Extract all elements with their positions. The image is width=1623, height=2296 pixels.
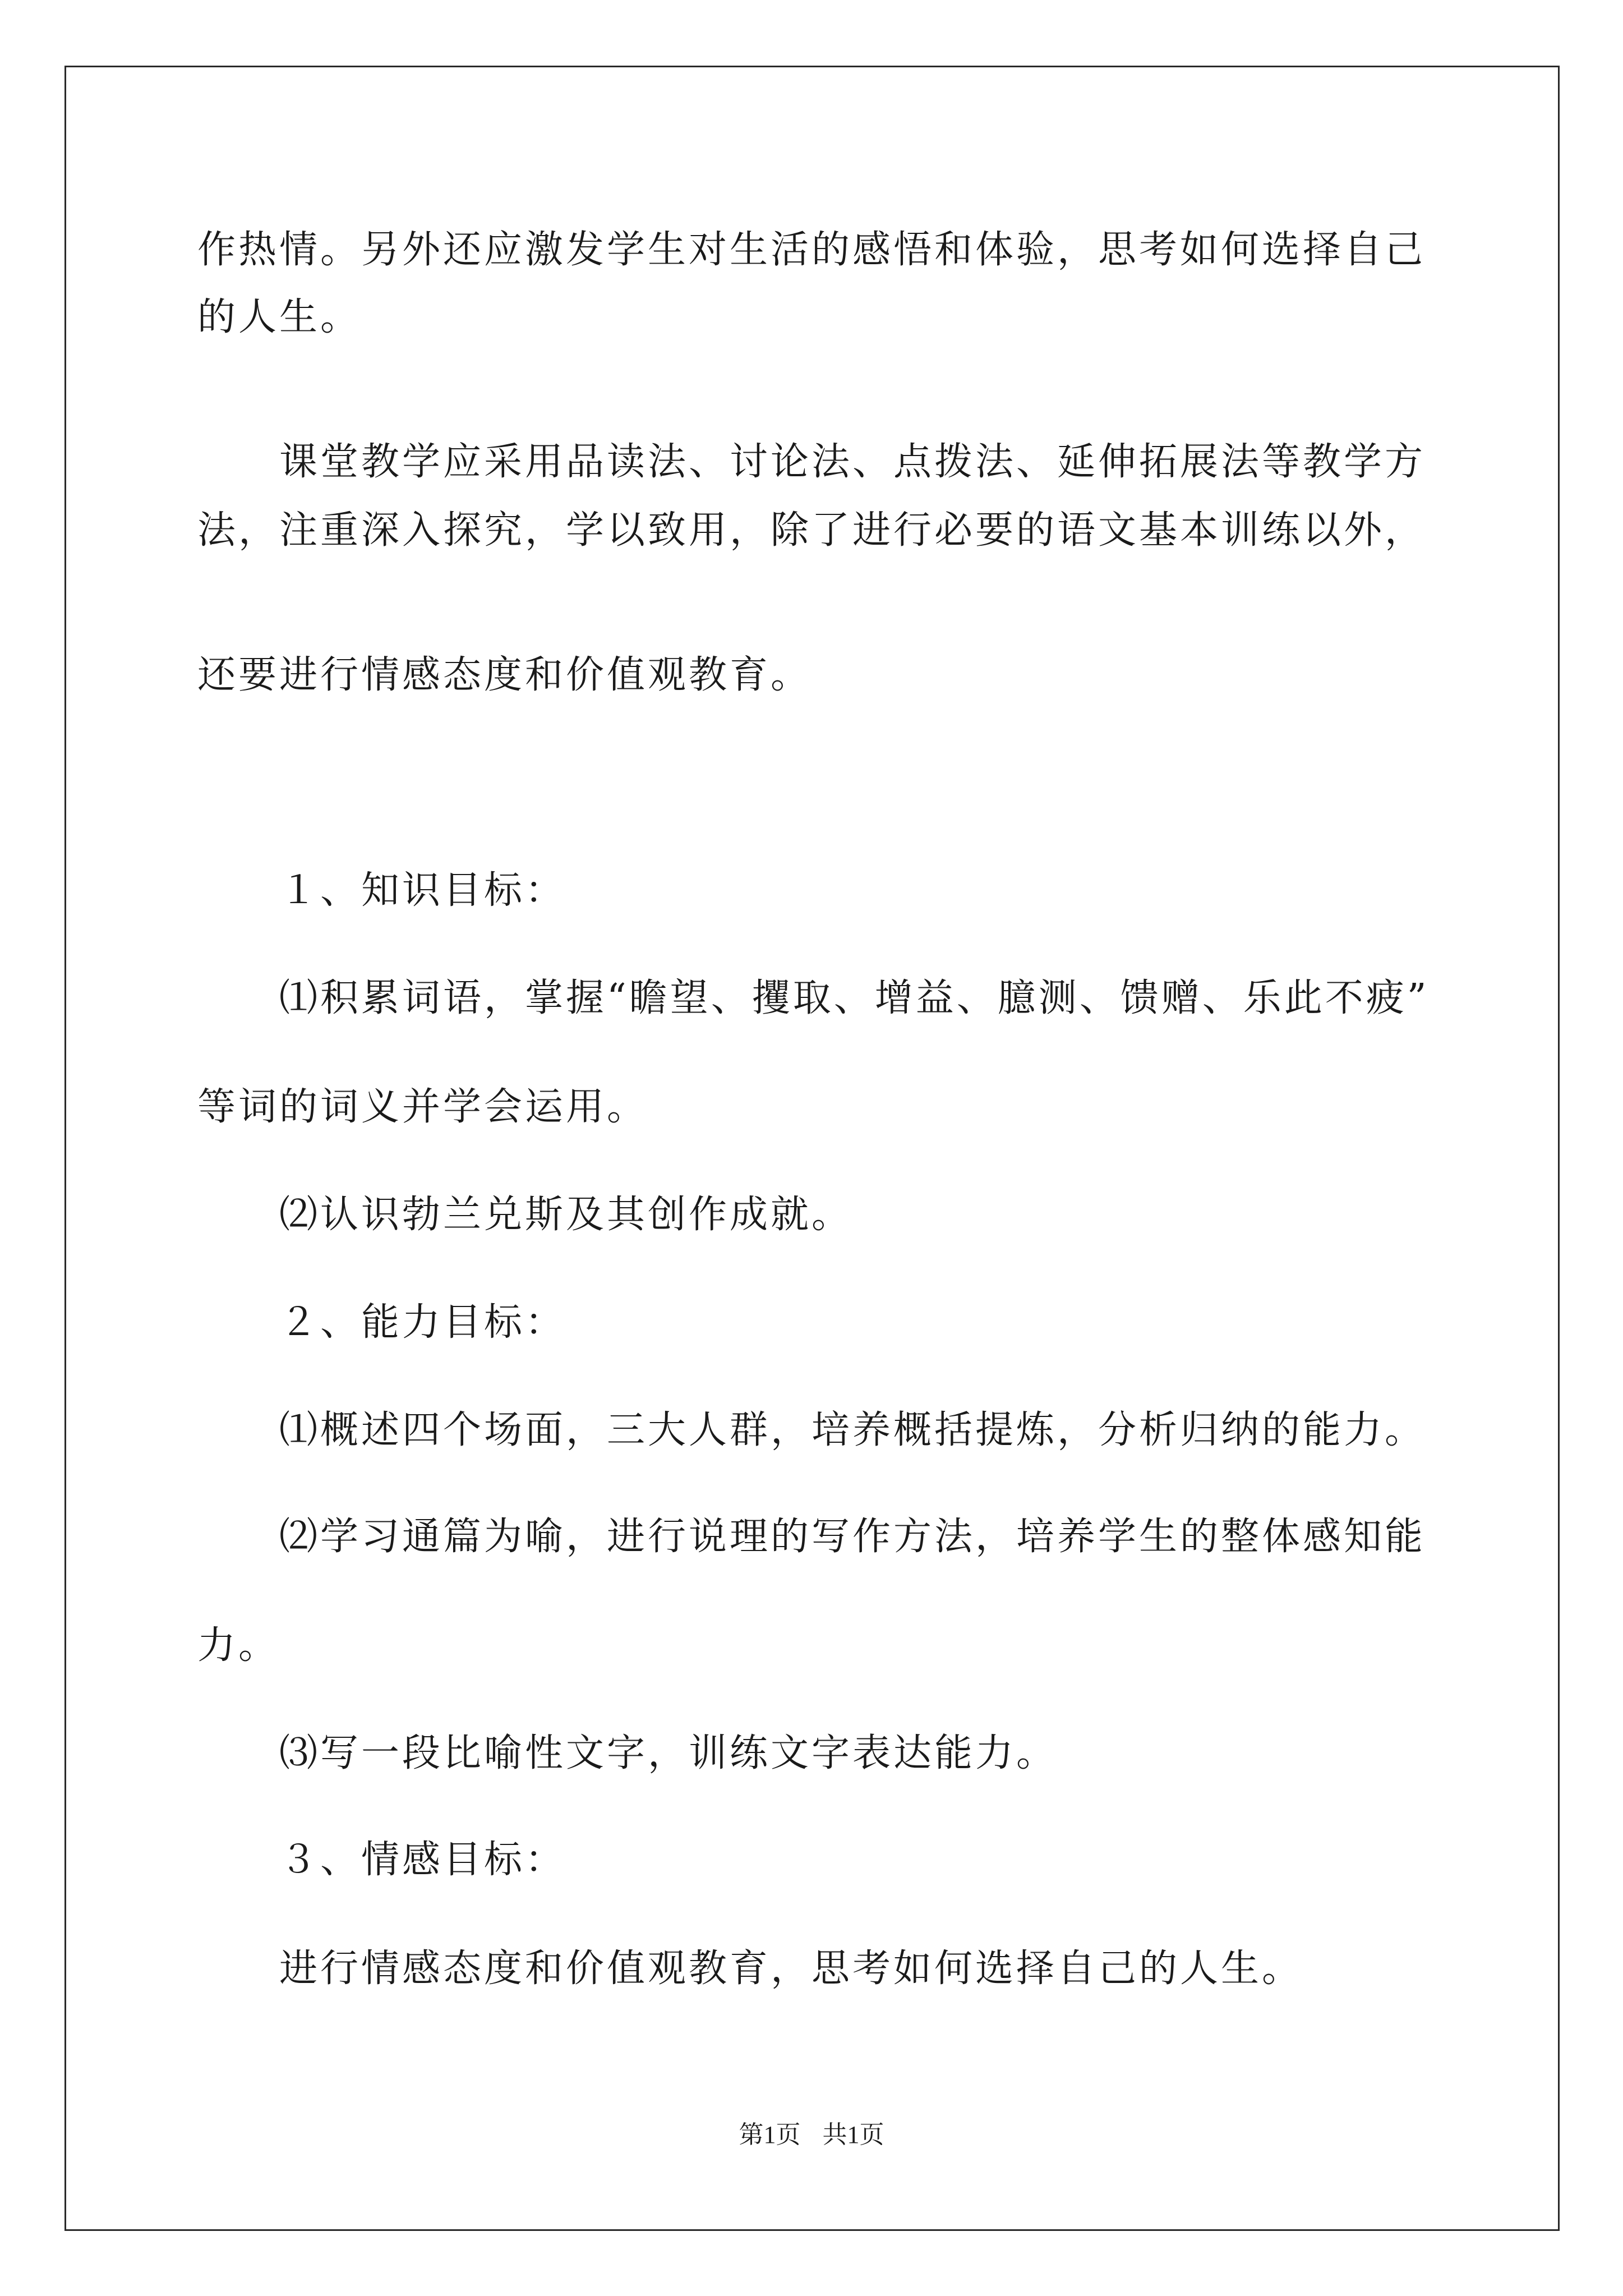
text-line-4: 法，注重深入探究，学以致用，除了进行必要的语文基本训练以外， bbox=[197, 508, 1426, 553]
text-line-12: ⑵学习通篇为喻，进行说理的写作方法，培养学生的整体感知能 bbox=[279, 1515, 1426, 1559]
page-total: 共1页 bbox=[822, 2121, 884, 2148]
page-border bbox=[64, 66, 1560, 2231]
text-line-2: 的人生。 bbox=[197, 295, 362, 339]
heading-knowledge-goals: １、知识目标： bbox=[279, 868, 566, 913]
heading-ability-goals: ２、能力目标： bbox=[279, 1300, 566, 1345]
heading-emotional-goals: ３、情感目标： bbox=[279, 1838, 566, 1882]
page-number: 第1页 bbox=[739, 2121, 801, 2148]
page-footer bbox=[0, 2119, 1623, 2151]
text-line-16: 进行情感态度和价值观教育，思考如何选择自己的人生。 bbox=[279, 1947, 1303, 1991]
text-line-8: 等词的词义并学会运用。 bbox=[197, 1085, 648, 1129]
text-line-11: ⑴概述四个场面，三大人群，培养概括提炼，分析归纳的能力。 bbox=[279, 1408, 1426, 1452]
text-line-5: 还要进行情感态度和价值观教育。 bbox=[197, 653, 812, 697]
text-line-13: 力。 bbox=[197, 1623, 280, 1668]
text-line-9: ⑵认识勃兰兑斯及其创作成就。 bbox=[279, 1193, 853, 1237]
text-line-14: ⑶写一段比喻性文字，训练文字表达能力。 bbox=[279, 1731, 1058, 1775]
text-line-3: 课堂教学应采用品读法、讨论法、点拨法、延伸拓展法等教学方 bbox=[279, 440, 1426, 484]
text-line-7: ⑴积累词语，掌握“瞻望、攫取、增益、臆测、馈赠、乐此不疲” bbox=[279, 976, 1430, 1020]
text-line-1: 作热情。另外还应激发学生对生活的感悟和体验，思考如何选择自己 bbox=[197, 228, 1426, 272]
